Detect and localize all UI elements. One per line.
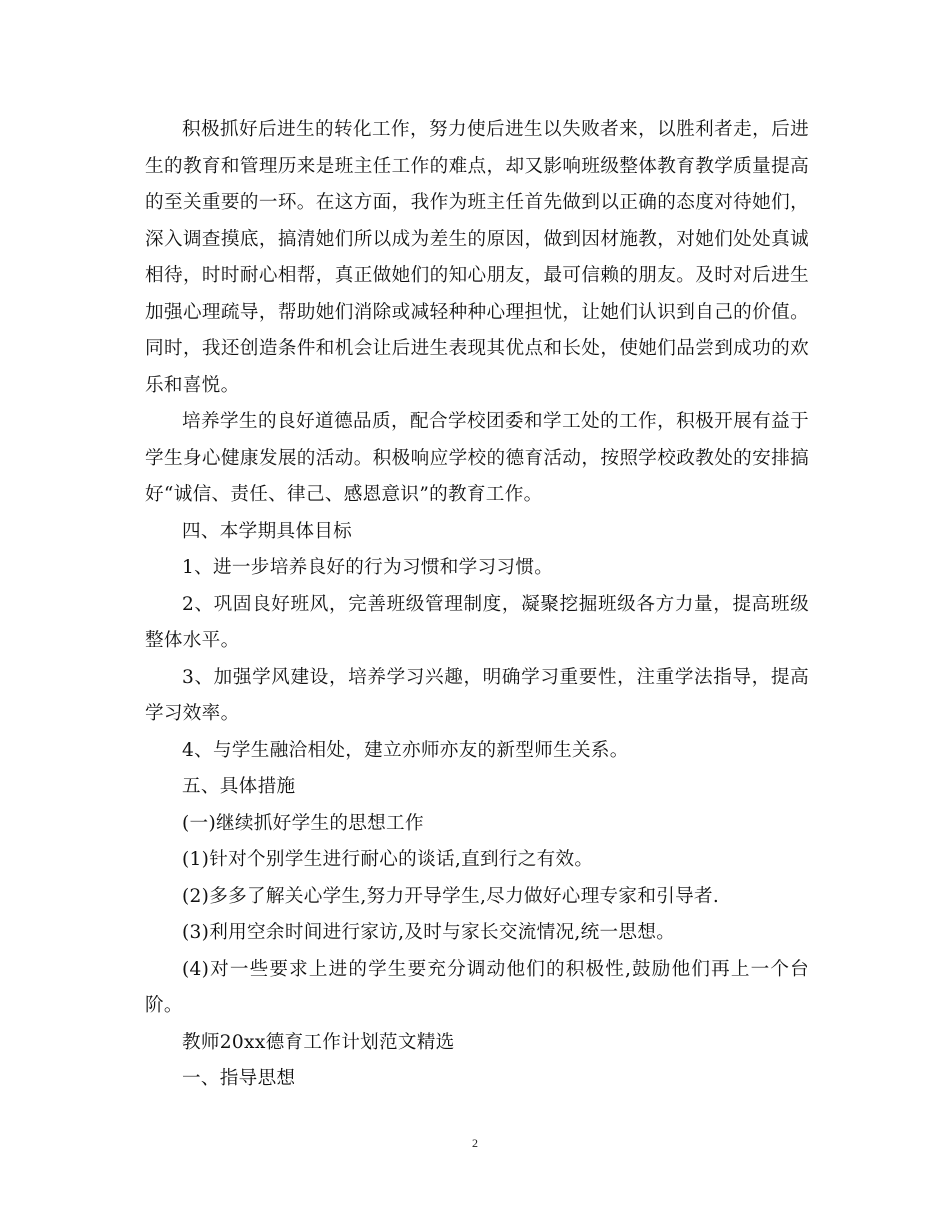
goal-item-2: 2、巩固良好班风，完善班级管理制度，凝聚挖掘班级各方力量，提高班级整体水平。 <box>145 593 809 651</box>
measure-item-1: (1)针对个别学生进行耐心的谈话,直到行之有效。 <box>182 849 594 870</box>
page-number: 2 <box>472 1136 478 1150</box>
goal-item-1: 1、进一步培养良好的行为习惯和学习习惯。 <box>182 557 554 578</box>
paragraph-underachiever-transformation: 积极抓好后进生的转化工作，努力使后进生以失败者来，以胜利者走，后进生的教育和管理历来是班主任工作的难点，却又影响班级整体教育教学质量提高的至关重要的一环。在这方面，我作为班主任首先做到以正确的态度对待她们，深入调查摸底，搞清她们所以成为差生的原因，做到因材施教，对她们处处真诚相待，时时耐心相帮，真正做她们的知心朋友，最可信赖的朋友。及时对后进生加强心理疏导，帮助她们消除或减轻种种心理担忧，让她们认识到自己的价值。同时，我还创造条件和机会让后进生表现其优点和长处，使她们品尝到成功的欢乐和喜悦。 <box>145 119 809 396</box>
section-heading-guiding-thought: 一、指导思想 <box>182 1068 296 1089</box>
document-subtitle: 教师20xx德育工作计划范文精选 <box>182 1031 455 1053</box>
section-heading-goals: 四、本学期具体目标 <box>182 520 353 542</box>
goal-item-4: 4、与学生融洽相处，建立亦师亦友的新型师生关系。 <box>182 739 629 761</box>
subsection-heading-thought-work: (一)继续抓好学生的思想工作 <box>182 812 424 834</box>
goal-item-3: 3、加强学风建设，培养学习兴趣，明确学习重要性，注重学法指导，提高学习效率。 <box>145 666 809 724</box>
section-heading-measures: 五、具体措施 <box>182 776 296 797</box>
measure-item-3: (3)利用空余时间进行家访,及时与家长交流情况,统一思想。 <box>182 922 676 943</box>
document-body <box>145 112 809 1098</box>
measure-item-4: (4)对一些要求上进的学生要充分调动他们的积极性,鼓励他们再上一个台阶。 <box>145 958 809 1016</box>
paragraph-moral-quality: 培养学生的良好道德品质，配合学校团委和学工处的工作，积极开展有益于学生身心健康发展的活动。积极响应学校的德育活动，按照学校政教处的安排搞好“诚信、责任、律己、感恩意识”的教育工作。 <box>145 411 809 505</box>
measure-item-2: (2)多多了解关心学生,努力开导学生,尽力做好心理专家和引导者. <box>182 885 720 907</box>
